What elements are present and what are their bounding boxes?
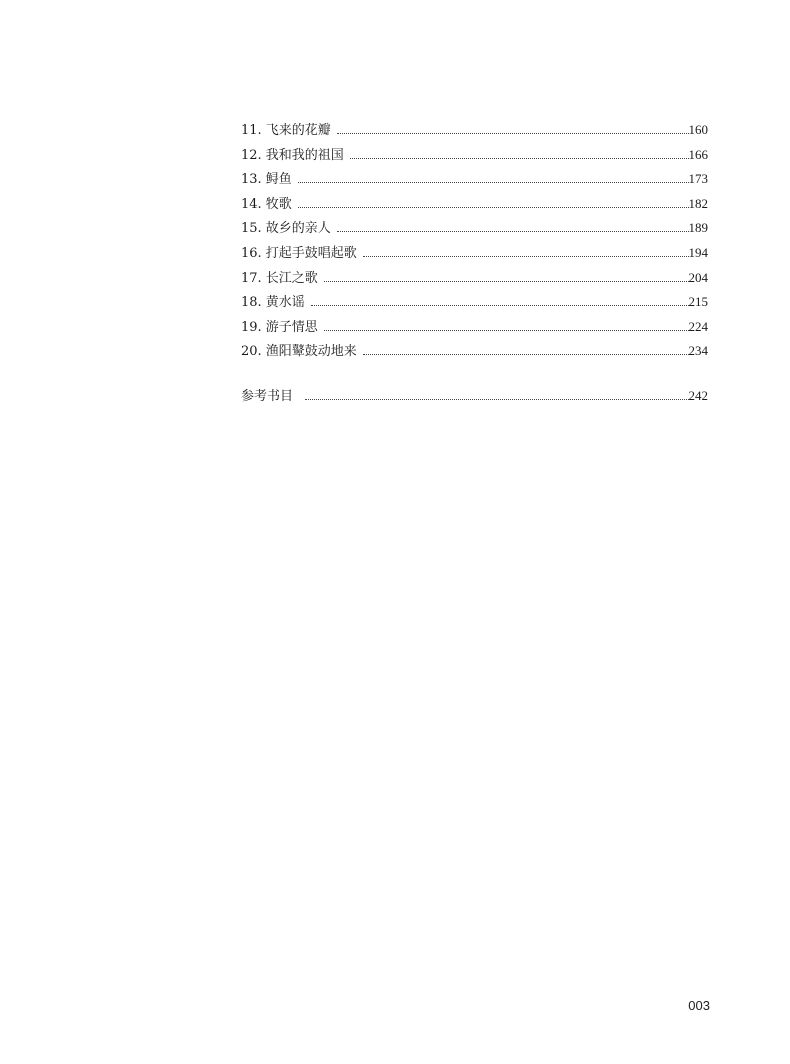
toc-entry[interactable] (241, 143, 708, 168)
bibliography-page: 242 (688, 388, 708, 403)
toc-entry[interactable] (241, 315, 708, 340)
toc-entry-page: 194 (688, 244, 708, 260)
toc-entry-page: 160 (688, 122, 708, 137)
toc-entry[interactable] (241, 118, 708, 143)
toc-entry[interactable] (241, 192, 708, 217)
toc-entry-page: 182 (688, 195, 708, 211)
toc-entry[interactable] (241, 290, 708, 315)
toc-entry-title: 14. 牧歌 (241, 196, 292, 212)
table-of-contents (241, 118, 708, 364)
toc-entry-title: 19. 游子情思 (241, 319, 318, 335)
toc-dot-leader (337, 231, 689, 232)
toc-entry-page: 234 (688, 343, 708, 359)
toc-dot-leader (305, 399, 688, 400)
toc-entry-title: 16. 打起手鼓唱起歌 (241, 245, 357, 261)
toc-entry[interactable] (241, 266, 708, 291)
toc-entry-title: 18. 黄水谣 (241, 295, 305, 311)
toc-entry-title: 20. 渔阳鼙鼓动地来 (241, 344, 357, 360)
toc-entry-title: 17. 长江之歌 (241, 270, 318, 286)
toc-entry-page: 224 (688, 318, 708, 334)
bibliography-entry[interactable] (241, 384, 708, 409)
toc-dot-leader (324, 330, 689, 331)
toc-dot-leader (363, 256, 689, 257)
toc-dot-leader (311, 305, 689, 306)
toc-dot-leader (298, 207, 689, 208)
bibliography-entry-block (241, 384, 708, 409)
bibliography-title: 参考书目 (241, 389, 294, 404)
toc-entry-page: 166 (688, 146, 708, 162)
toc-entry-title: 11. 飞来的花瓣 (241, 123, 331, 138)
toc-dot-leader (324, 281, 689, 282)
toc-dot-leader (298, 182, 689, 183)
toc-entry-page: 189 (688, 220, 708, 236)
page-number: 003 (688, 998, 710, 1013)
toc-entry[interactable] (241, 216, 708, 241)
toc-entry[interactable] (241, 339, 708, 364)
toc-dot-leader (350, 158, 689, 159)
toc-entry-page: 173 (688, 171, 708, 187)
toc-entry-page: 215 (688, 294, 708, 310)
toc-entry[interactable] (241, 241, 708, 266)
toc-entry-page: 204 (688, 269, 708, 285)
toc-entry-title: 12. 我和我的祖国 (241, 147, 344, 163)
toc-dot-leader (337, 133, 689, 134)
toc-entry-title: 15. 故乡的亲人 (241, 221, 331, 237)
toc-dot-leader (363, 354, 689, 355)
toc-entry-title: 13. 鲟鱼 (241, 172, 292, 188)
toc-entry[interactable] (241, 167, 708, 192)
